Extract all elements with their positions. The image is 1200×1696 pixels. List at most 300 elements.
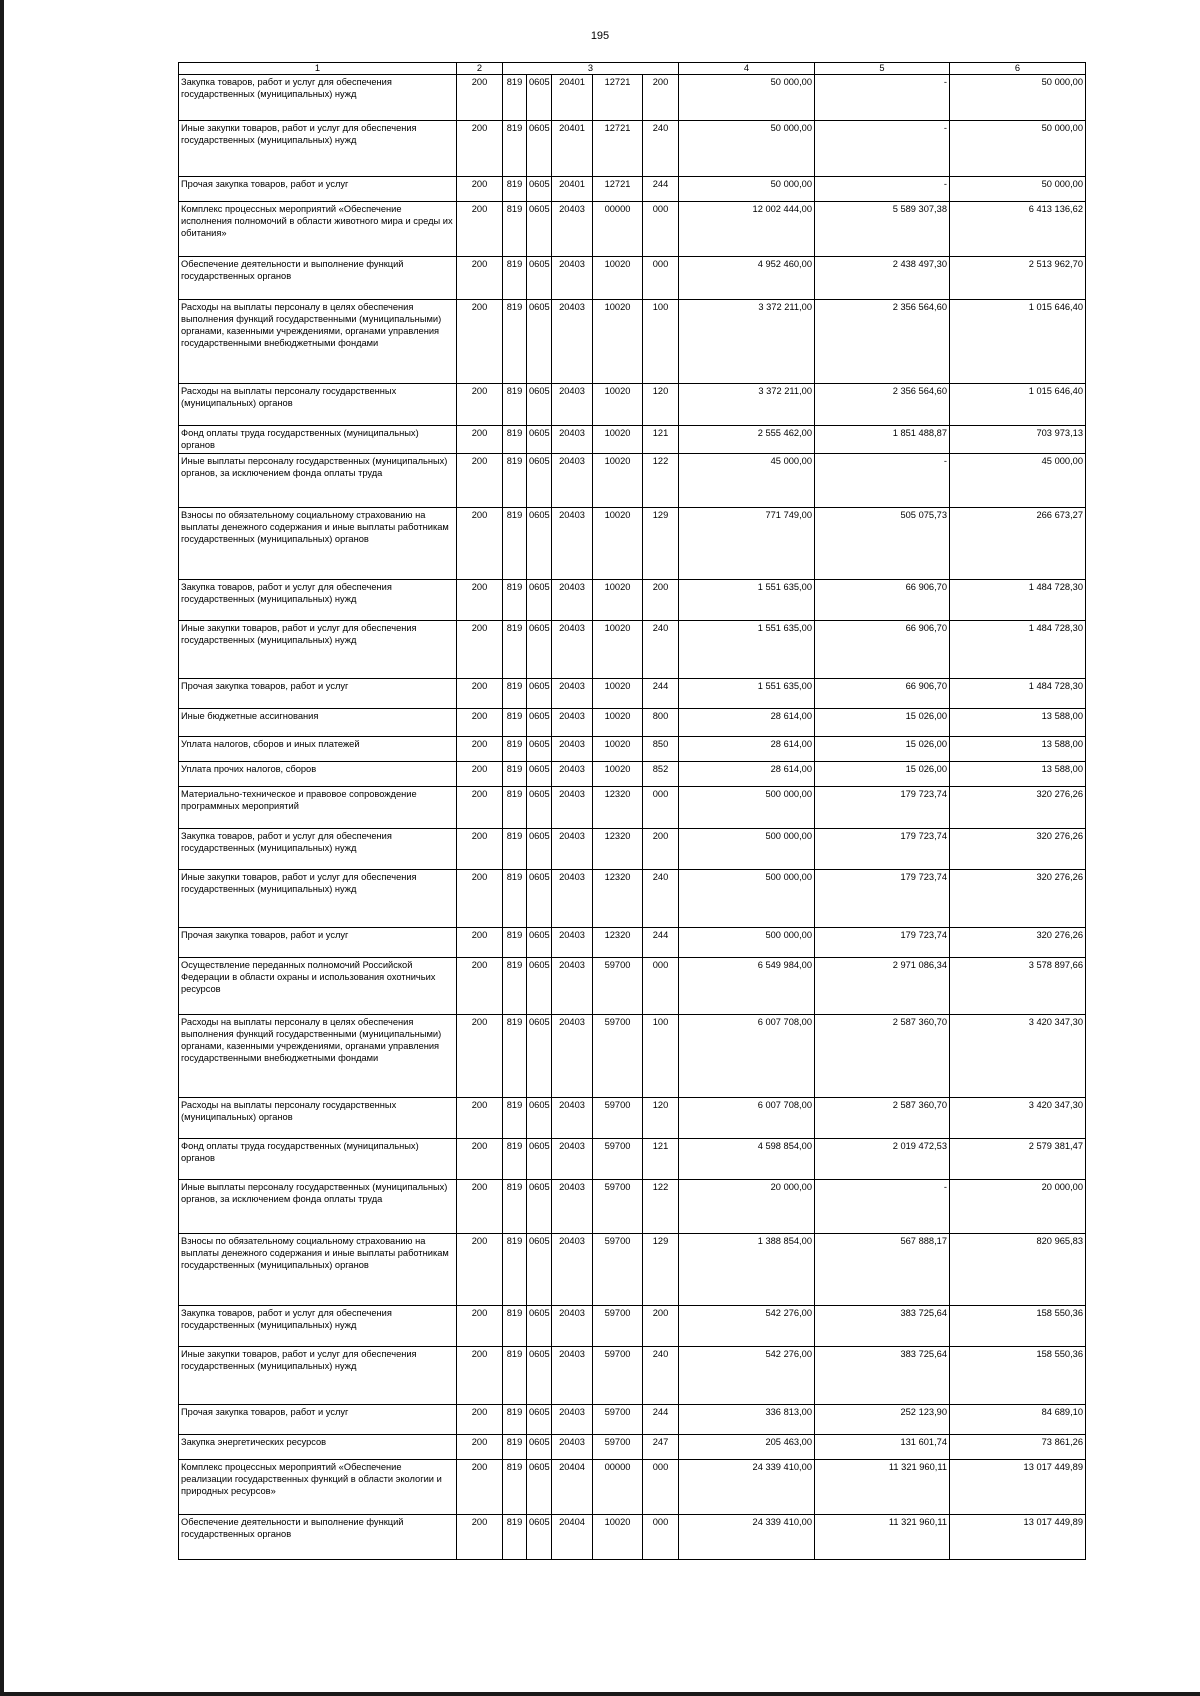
- row-amount-5: 2 356 564,60: [815, 384, 950, 426]
- row-amount-5: 567 888,17: [815, 1234, 950, 1306]
- row-direction-code: 12320: [593, 829, 643, 870]
- row-direction-code: 59700: [593, 958, 643, 1015]
- row-direction-code: 59700: [593, 1405, 643, 1435]
- row-target-code: 20403: [552, 1098, 593, 1139]
- row-col-2: 200: [457, 177, 503, 202]
- row-direction-code: 12721: [593, 75, 643, 121]
- header-col-3: 3: [503, 63, 679, 75]
- row-section-code: 0605: [527, 121, 552, 177]
- table-row: [179, 202, 1086, 257]
- row-amount-6: 13 588,00: [950, 762, 1086, 787]
- table-row: [179, 709, 1086, 737]
- row-name: Расходы на выплаты персоналу в целях обеспечения выполнения функций государственными (муниципальными) органами, казенными учреждениями, органами управления государственными внебюджетными фондами: [179, 1015, 457, 1098]
- row-grbs-code: 819: [503, 709, 527, 737]
- row-section-code: 0605: [527, 1515, 552, 1560]
- row-col-2: 200: [457, 621, 503, 679]
- row-amount-6: 50 000,00: [950, 75, 1086, 121]
- row-target-code: 20403: [552, 928, 593, 958]
- row-grbs-code: 819: [503, 1306, 527, 1347]
- row-target-code: 20404: [552, 1515, 593, 1560]
- row-section-code: 0605: [527, 454, 552, 508]
- row-direction-code: 10020: [593, 508, 643, 580]
- row-name: Закупка товаров, работ и услуг для обеспечения государственных (муниципальных) нужд: [179, 829, 457, 870]
- row-expense-type: 000: [643, 787, 679, 829]
- row-amount-6: 84 689,10: [950, 1405, 1086, 1435]
- row-target-code: 20403: [552, 1180, 593, 1234]
- row-grbs-code: 819: [503, 870, 527, 928]
- row-amount-6: 13 017 449,89: [950, 1515, 1086, 1560]
- row-expense-type: 121: [643, 1139, 679, 1180]
- table-row: [179, 1515, 1086, 1560]
- row-expense-type: 240: [643, 121, 679, 177]
- row-name: Взносы по обязательному социальному страхованию на выплаты денежного содержания и иные выплаты работникам государственных (муниципальных) органов: [179, 508, 457, 580]
- row-col-2: 200: [457, 1139, 503, 1180]
- row-col-2: 200: [457, 1306, 503, 1347]
- row-expense-type: 100: [643, 300, 679, 384]
- row-direction-code: 10020: [593, 762, 643, 787]
- table-row: [179, 1139, 1086, 1180]
- table-row: [179, 958, 1086, 1015]
- row-direction-code: 10020: [593, 300, 643, 384]
- row-grbs-code: 819: [503, 958, 527, 1015]
- table-row: [179, 384, 1086, 426]
- row-section-code: 0605: [527, 508, 552, 580]
- row-name: Закупка энергетических ресурсов: [179, 1435, 457, 1460]
- row-amount-6: 50 000,00: [950, 177, 1086, 202]
- row-amount-6: 158 550,36: [950, 1347, 1086, 1405]
- row-col-2: 200: [457, 121, 503, 177]
- row-grbs-code: 819: [503, 1098, 527, 1139]
- row-target-code: 20403: [552, 300, 593, 384]
- row-amount-4: 24 339 410,00: [679, 1515, 815, 1560]
- row-grbs-code: 819: [503, 384, 527, 426]
- row-grbs-code: 819: [503, 580, 527, 621]
- row-amount-6: 320 276,26: [950, 787, 1086, 829]
- row-amount-4: 12 002 444,00: [679, 202, 815, 257]
- row-target-code: 20403: [552, 762, 593, 787]
- row-col-2: 200: [457, 454, 503, 508]
- row-expense-type: 000: [643, 257, 679, 300]
- row-section-code: 0605: [527, 1234, 552, 1306]
- row-amount-5: 1 851 488,87: [815, 426, 950, 454]
- row-direction-code: 59700: [593, 1139, 643, 1180]
- row-target-code: 20403: [552, 580, 593, 621]
- header-col-2: 2: [457, 63, 503, 75]
- row-amount-6: 320 276,26: [950, 928, 1086, 958]
- row-col-2: 200: [457, 679, 503, 709]
- row-grbs-code: 819: [503, 1015, 527, 1098]
- row-name: Осуществление переданных полномочий Российской Федерации в области охраны и использования охотничьих ресурсов: [179, 958, 457, 1015]
- row-section-code: 0605: [527, 762, 552, 787]
- row-target-code: 20403: [552, 787, 593, 829]
- row-target-code: 20403: [552, 1139, 593, 1180]
- row-amount-6: 320 276,26: [950, 870, 1086, 928]
- row-section-code: 0605: [527, 1015, 552, 1098]
- table-row: [179, 621, 1086, 679]
- row-amount-5: 66 906,70: [815, 621, 950, 679]
- table-row: [179, 1234, 1086, 1306]
- row-name: Обеспечение деятельности и выполнение функций государственных органов: [179, 1515, 457, 1560]
- row-grbs-code: 819: [503, 1460, 527, 1515]
- row-amount-4: 6 007 708,00: [679, 1015, 815, 1098]
- row-amount-6: 820 965,83: [950, 1234, 1086, 1306]
- row-grbs-code: 819: [503, 1435, 527, 1460]
- row-name: Фонд оплаты труда государственных (муниципальных) органов: [179, 1139, 457, 1180]
- row-direction-code: 10020: [593, 384, 643, 426]
- row-target-code: 20403: [552, 384, 593, 426]
- table-row: [179, 75, 1086, 121]
- row-grbs-code: 819: [503, 1180, 527, 1234]
- row-col-2: 200: [457, 508, 503, 580]
- row-target-code: 20403: [552, 679, 593, 709]
- row-name: Иные закупки товаров, работ и услуг для обеспечения государственных (муниципальных) нужд: [179, 621, 457, 679]
- row-amount-6: 13 017 449,89: [950, 1460, 1086, 1515]
- row-col-2: 200: [457, 384, 503, 426]
- row-expense-type: 200: [643, 580, 679, 621]
- row-col-2: 200: [457, 426, 503, 454]
- row-grbs-code: 819: [503, 1139, 527, 1180]
- row-amount-6: 1 015 646,40: [950, 300, 1086, 384]
- row-name: Комплекс процессных мероприятий «Обеспечение исполнения полномочий в области животного мира и среды их обитания»: [179, 202, 457, 257]
- row-col-2: 200: [457, 1015, 503, 1098]
- row-expense-type: 122: [643, 454, 679, 508]
- row-amount-5: 15 026,00: [815, 762, 950, 787]
- row-grbs-code: 819: [503, 1234, 527, 1306]
- row-section-code: 0605: [527, 870, 552, 928]
- table-row: [179, 679, 1086, 709]
- row-amount-4: 3 372 211,00: [679, 300, 815, 384]
- row-target-code: 20403: [552, 1015, 593, 1098]
- row-target-code: 20404: [552, 1460, 593, 1515]
- row-amount-5: -: [815, 121, 950, 177]
- table-row: [179, 737, 1086, 762]
- row-section-code: 0605: [527, 621, 552, 679]
- row-section-code: 0605: [527, 1405, 552, 1435]
- row-col-2: 200: [457, 300, 503, 384]
- row-section-code: 0605: [527, 679, 552, 709]
- row-amount-5: -: [815, 177, 950, 202]
- row-section-code: 0605: [527, 737, 552, 762]
- row-col-2: 200: [457, 1515, 503, 1560]
- row-target-code: 20403: [552, 1435, 593, 1460]
- row-grbs-code: 819: [503, 679, 527, 709]
- row-section-code: 0605: [527, 1180, 552, 1234]
- row-amount-5: 2 438 497,30: [815, 257, 950, 300]
- row-amount-5: -: [815, 454, 950, 508]
- row-section-code: 0605: [527, 75, 552, 121]
- row-direction-code: 12320: [593, 787, 643, 829]
- row-expense-type: 244: [643, 679, 679, 709]
- row-section-code: 0605: [527, 829, 552, 870]
- row-amount-5: 15 026,00: [815, 737, 950, 762]
- row-expense-type: 200: [643, 829, 679, 870]
- row-section-code: 0605: [527, 787, 552, 829]
- row-expense-type: 240: [643, 870, 679, 928]
- row-col-2: 200: [457, 870, 503, 928]
- row-expense-type: 120: [643, 1098, 679, 1139]
- row-target-code: 20403: [552, 709, 593, 737]
- row-col-2: 200: [457, 787, 503, 829]
- row-direction-code: 10020: [593, 1515, 643, 1560]
- row-grbs-code: 819: [503, 202, 527, 257]
- row-amount-5: 179 723,74: [815, 928, 950, 958]
- table-row: [179, 300, 1086, 384]
- row-amount-6: 1 015 646,40: [950, 384, 1086, 426]
- row-amount-6: 3 578 897,66: [950, 958, 1086, 1015]
- row-amount-4: 500 000,00: [679, 787, 815, 829]
- row-expense-type: 850: [643, 737, 679, 762]
- row-direction-code: 12721: [593, 121, 643, 177]
- row-amount-5: 15 026,00: [815, 709, 950, 737]
- row-target-code: 20403: [552, 426, 593, 454]
- row-col-2: 200: [457, 737, 503, 762]
- row-section-code: 0605: [527, 928, 552, 958]
- row-grbs-code: 819: [503, 426, 527, 454]
- row-name: Иные выплаты персоналу государственных (муниципальных) органов, за исключением фонда оплаты труда: [179, 1180, 457, 1234]
- row-grbs-code: 819: [503, 121, 527, 177]
- row-grbs-code: 819: [503, 75, 527, 121]
- row-expense-type: 121: [643, 426, 679, 454]
- row-name: Закупка товаров, работ и услуг для обеспечения государственных (муниципальных) нужд: [179, 580, 457, 621]
- row-amount-6: 50 000,00: [950, 121, 1086, 177]
- row-expense-type: 200: [643, 1306, 679, 1347]
- row-name: Закупка товаров, работ и услуг для обеспечения государственных (муниципальных) нужд: [179, 75, 457, 121]
- row-amount-6: 1 484 728,30: [950, 679, 1086, 709]
- row-amount-6: 13 588,00: [950, 737, 1086, 762]
- row-section-code: 0605: [527, 1435, 552, 1460]
- row-amount-6: 266 673,27: [950, 508, 1086, 580]
- row-amount-4: 771 749,00: [679, 508, 815, 580]
- row-amount-4: 4 952 460,00: [679, 257, 815, 300]
- row-col-2: 200: [457, 1234, 503, 1306]
- row-expense-type: 852: [643, 762, 679, 787]
- row-expense-type: 240: [643, 621, 679, 679]
- table-row: [179, 928, 1086, 958]
- row-section-code: 0605: [527, 202, 552, 257]
- row-amount-5: 2 019 472,53: [815, 1139, 950, 1180]
- table-row: [179, 1405, 1086, 1435]
- row-grbs-code: 819: [503, 621, 527, 679]
- row-amount-4: 6 007 708,00: [679, 1098, 815, 1139]
- table-row: [179, 454, 1086, 508]
- row-amount-4: 28 614,00: [679, 737, 815, 762]
- table-row: [179, 787, 1086, 829]
- row-col-2: 200: [457, 257, 503, 300]
- row-name: Прочая закупка товаров, работ и услуг: [179, 928, 457, 958]
- row-amount-4: 205 463,00: [679, 1435, 815, 1460]
- row-name: Прочая закупка товаров, работ и услуг: [179, 679, 457, 709]
- row-amount-4: 542 276,00: [679, 1347, 815, 1405]
- row-name: Расходы на выплаты персоналу в целях обеспечения выполнения функций государственными (муниципальными) органами, казенными учреждениями, органами управления государственными внебюджетными фондами: [179, 300, 457, 384]
- row-direction-code: 12320: [593, 870, 643, 928]
- row-name: Комплекс процессных мероприятий «Обеспечение реализации государственных функций в области экологии и природных ресурсов»: [179, 1460, 457, 1515]
- row-section-code: 0605: [527, 580, 552, 621]
- scan-edge-left: [0, 0, 4, 1696]
- row-amount-4: 24 339 410,00: [679, 1460, 815, 1515]
- row-target-code: 20403: [552, 870, 593, 928]
- row-target-code: 20403: [552, 257, 593, 300]
- row-grbs-code: 819: [503, 1347, 527, 1405]
- row-expense-type: 000: [643, 958, 679, 1015]
- row-amount-4: 500 000,00: [679, 829, 815, 870]
- row-amount-5: 383 725,64: [815, 1306, 950, 1347]
- row-expense-type: 000: [643, 1460, 679, 1515]
- row-amount-6: 158 550,36: [950, 1306, 1086, 1347]
- row-amount-4: 50 000,00: [679, 121, 815, 177]
- row-direction-code: 59700: [593, 1347, 643, 1405]
- table-row: [179, 829, 1086, 870]
- table-row: [179, 177, 1086, 202]
- row-amount-4: 3 372 211,00: [679, 384, 815, 426]
- row-target-code: 20403: [552, 958, 593, 1015]
- row-target-code: 20403: [552, 829, 593, 870]
- row-amount-6: 1 484 728,30: [950, 580, 1086, 621]
- row-section-code: 0605: [527, 1098, 552, 1139]
- row-expense-type: 129: [643, 508, 679, 580]
- row-amount-4: 542 276,00: [679, 1306, 815, 1347]
- row-amount-6: 3 420 347,30: [950, 1015, 1086, 1098]
- row-name: Расходы на выплаты персоналу государственных (муниципальных) органов: [179, 384, 457, 426]
- row-target-code: 20403: [552, 454, 593, 508]
- row-amount-5: 2 587 360,70: [815, 1015, 950, 1098]
- row-grbs-code: 819: [503, 177, 527, 202]
- row-target-code: 20403: [552, 508, 593, 580]
- row-amount-4: 28 614,00: [679, 709, 815, 737]
- row-col-2: 200: [457, 580, 503, 621]
- row-amount-5: 5 589 307,38: [815, 202, 950, 257]
- row-name: Уплата налогов, сборов и иных платежей: [179, 737, 457, 762]
- row-amount-4: 1 551 635,00: [679, 679, 815, 709]
- row-amount-6: 13 588,00: [950, 709, 1086, 737]
- row-amount-5: 383 725,64: [815, 1347, 950, 1405]
- row-amount-4: 45 000,00: [679, 454, 815, 508]
- table-row: [179, 426, 1086, 454]
- table-row: [179, 1098, 1086, 1139]
- scan-edge-bottom: [0, 1692, 1200, 1696]
- row-section-code: 0605: [527, 958, 552, 1015]
- row-amount-5: 179 723,74: [815, 787, 950, 829]
- row-expense-type: 120: [643, 384, 679, 426]
- row-expense-type: 244: [643, 928, 679, 958]
- row-name: Иные бюджетные ассигнования: [179, 709, 457, 737]
- row-section-code: 0605: [527, 1347, 552, 1405]
- row-grbs-code: 819: [503, 762, 527, 787]
- row-amount-6: 320 276,26: [950, 829, 1086, 870]
- row-amount-5: -: [815, 75, 950, 121]
- row-col-2: 200: [457, 829, 503, 870]
- row-amount-5: 11 321 960,11: [815, 1515, 950, 1560]
- row-grbs-code: 819: [503, 1405, 527, 1435]
- row-amount-5: 252 123,90: [815, 1405, 950, 1435]
- row-direction-code: 00000: [593, 1460, 643, 1515]
- row-section-code: 0605: [527, 177, 552, 202]
- row-grbs-code: 819: [503, 829, 527, 870]
- row-col-2: 200: [457, 1180, 503, 1234]
- row-expense-type: 122: [643, 1180, 679, 1234]
- row-direction-code: 59700: [593, 1435, 643, 1460]
- table-row: [179, 870, 1086, 928]
- row-name: Взносы по обязательному социальному страхованию на выплаты денежного содержания и иные выплаты работникам государственных (муниципальных) органов: [179, 1234, 457, 1306]
- row-section-code: 0605: [527, 300, 552, 384]
- row-direction-code: 12320: [593, 928, 643, 958]
- row-name: Уплата прочих налогов, сборов: [179, 762, 457, 787]
- header-col-6: 6: [950, 63, 1086, 75]
- row-grbs-code: 819: [503, 787, 527, 829]
- row-direction-code: 59700: [593, 1098, 643, 1139]
- row-target-code: 20403: [552, 1234, 593, 1306]
- row-amount-6: 45 000,00: [950, 454, 1086, 508]
- table-row: [179, 121, 1086, 177]
- table-row: [179, 580, 1086, 621]
- table-row: [179, 1180, 1086, 1234]
- row-section-code: 0605: [527, 1139, 552, 1180]
- table-row: [179, 1347, 1086, 1405]
- row-name: Материально-техническое и правовое сопровождение программных мероприятий: [179, 787, 457, 829]
- row-col-2: 200: [457, 1460, 503, 1515]
- page-number: 195: [590, 30, 610, 42]
- row-amount-4: 4 598 854,00: [679, 1139, 815, 1180]
- row-name: Иные выплаты персоналу государственных (муниципальных) органов, за исключением фонда оплаты труда: [179, 454, 457, 508]
- row-amount-4: 20 000,00: [679, 1180, 815, 1234]
- table-row: [179, 508, 1086, 580]
- row-amount-6: 73 861,26: [950, 1435, 1086, 1460]
- row-section-code: 0605: [527, 1306, 552, 1347]
- row-amount-4: 28 614,00: [679, 762, 815, 787]
- row-section-code: 0605: [527, 257, 552, 300]
- row-grbs-code: 819: [503, 1515, 527, 1560]
- row-amount-5: 2 971 086,34: [815, 958, 950, 1015]
- row-name: Иные закупки товаров, работ и услуг для обеспечения государственных (муниципальных) нужд: [179, 870, 457, 928]
- row-amount-5: 131 601,74: [815, 1435, 950, 1460]
- row-expense-type: 200: [643, 75, 679, 121]
- table-row: [179, 1435, 1086, 1460]
- row-name: Расходы на выплаты персоналу государственных (муниципальных) органов: [179, 1098, 457, 1139]
- row-direction-code: 10020: [593, 737, 643, 762]
- row-amount-6: 1 484 728,30: [950, 621, 1086, 679]
- row-amount-6: 3 420 347,30: [950, 1098, 1086, 1139]
- row-col-2: 200: [457, 1098, 503, 1139]
- row-target-code: 20403: [552, 737, 593, 762]
- row-col-2: 200: [457, 202, 503, 257]
- row-col-2: 200: [457, 75, 503, 121]
- row-direction-code: 10020: [593, 580, 643, 621]
- row-direction-code: 00000: [593, 202, 643, 257]
- row-amount-6: 2 579 381,47: [950, 1139, 1086, 1180]
- row-amount-5: 2 356 564,60: [815, 300, 950, 384]
- row-expense-type: 240: [643, 1347, 679, 1405]
- row-amount-6: 20 000,00: [950, 1180, 1086, 1234]
- row-grbs-code: 819: [503, 737, 527, 762]
- row-expense-type: 247: [643, 1435, 679, 1460]
- row-grbs-code: 819: [503, 454, 527, 508]
- row-amount-6: 2 513 962,70: [950, 257, 1086, 300]
- row-grbs-code: 819: [503, 508, 527, 580]
- row-amount-5: -: [815, 1180, 950, 1234]
- row-expense-type: 244: [643, 1405, 679, 1435]
- row-amount-4: 50 000,00: [679, 75, 815, 121]
- header-col-4: 4: [679, 63, 815, 75]
- row-col-2: 200: [457, 1435, 503, 1460]
- header-col-1: 1: [179, 63, 457, 75]
- row-amount-5: 66 906,70: [815, 679, 950, 709]
- row-amount-6: 703 973,13: [950, 426, 1086, 454]
- row-target-code: 20403: [552, 1306, 593, 1347]
- row-col-2: 200: [457, 709, 503, 737]
- row-grbs-code: 819: [503, 928, 527, 958]
- row-direction-code: 59700: [593, 1234, 643, 1306]
- row-expense-type: 000: [643, 1515, 679, 1560]
- row-col-2: 200: [457, 1405, 503, 1435]
